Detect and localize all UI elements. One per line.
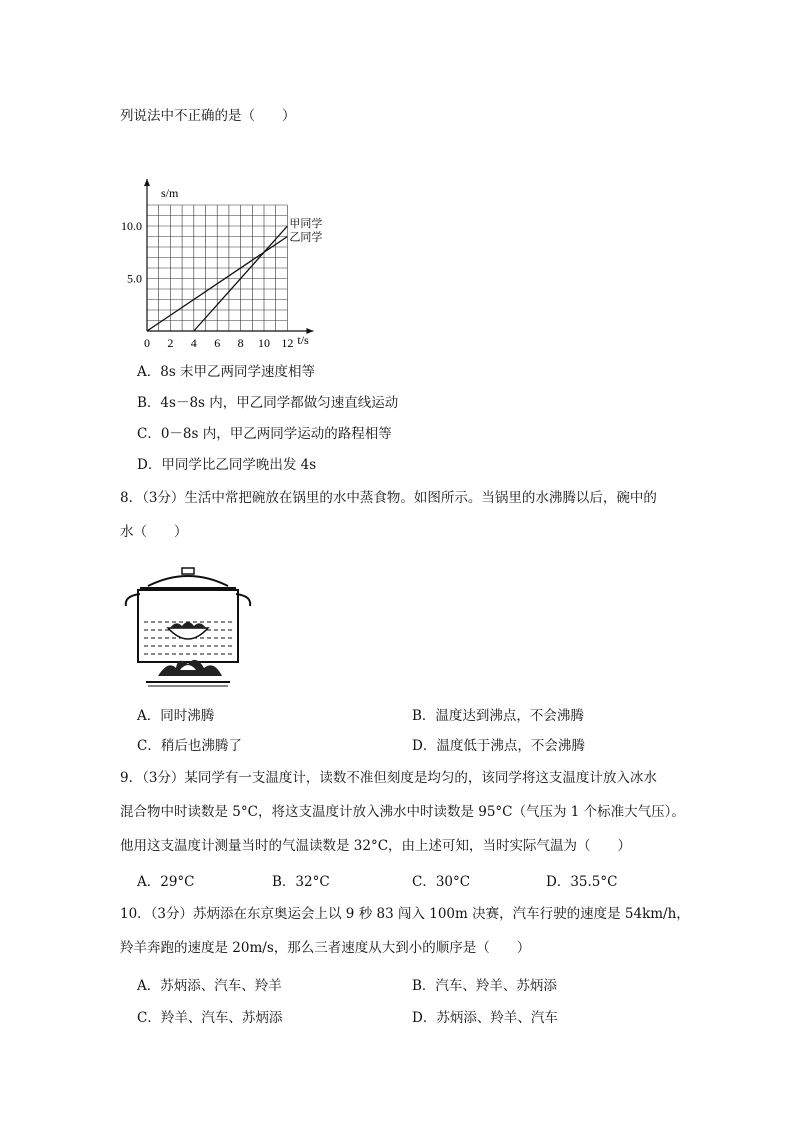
series-label-2: 乙同学 (289, 231, 323, 244)
pot-on-stove-illustration (118, 560, 263, 692)
q7-option-c[interactable]: C．0－8s 内，甲乙两同学运动的路程相等 (137, 426, 392, 442)
series-label-1: 甲同学 (289, 218, 323, 230)
q9-option-d[interactable]: D．35.5°C (546, 874, 618, 890)
x-tick-label: 2 (167, 336, 174, 350)
q9-stem-line-3: 他用这支温度计测量当时的气温读数是 32°C，由上述可知，当时实际气温为（ ） (120, 838, 632, 854)
q8-stem-line-2: 水（ ） (120, 524, 188, 540)
chart-series (147, 217, 322, 331)
q7-option-b[interactable]: B．4s－8s 内，甲乙同学都做匀速直线运动 (137, 395, 399, 411)
q10-option-c[interactable]: C．羚羊、汽车、苏炳添 (137, 1010, 283, 1026)
y-axis-label: s/m (161, 186, 179, 200)
q7-option-d[interactable]: D．甲同学比乙同学晚出发 4s (137, 457, 317, 473)
q10-stem-line-2: 羚羊奔跑的速度是 20m/s，那么三者速度从大到小的顺序是（ ） (120, 940, 531, 956)
q7-stem: 列说法中不正确的是（ ） (120, 108, 296, 124)
x-tick-label: 6 (214, 336, 221, 350)
q10-option-d[interactable]: D．苏炳添、羚羊、汽车 (412, 1010, 558, 1026)
q7-option-a[interactable]: A．8s 末甲乙两同学速度相等 (137, 364, 316, 380)
q8-option-d[interactable]: D．温度低于沸点，不会沸腾 (412, 738, 585, 754)
y-tick-label: 10.0 (121, 219, 142, 233)
q8-option-c[interactable]: C．稍后也沸腾了 (137, 738, 242, 754)
q8-option-b[interactable]: B．温度达到沸点，不会沸腾 (412, 708, 584, 724)
x-tick-label: 12 (281, 336, 294, 350)
y-axis-arrow (144, 179, 150, 186)
x-tick-label: 10 (258, 336, 270, 350)
q9-option-b[interactable]: B．32°C (272, 874, 330, 890)
distance-time-chart (110, 168, 350, 358)
q8-option-a[interactable]: A．同时沸腾 (137, 708, 215, 724)
y-tick-label: 5.0 (127, 271, 142, 286)
q9-option-a[interactable]: A．29°C (137, 874, 195, 890)
q10-option-a[interactable]: A．苏炳添、汽车、羚羊 (137, 978, 282, 994)
q8-stem-line-1: 8．（3分）生活中常把碗放在锅里的水中蒸食物。如图所示。当锅里的水沸腾以后，碗中的 (120, 490, 657, 506)
x-tick-label: 8 (237, 336, 244, 350)
q10-stem-line-1: 10．（3分）苏炳添在东京奥运会上以 9 秒 83 闯入 100m 决赛，汽车行驶的速度是 54km/h， (120, 906, 690, 922)
x-tick-label: 4 (190, 336, 197, 350)
q9-stem-line-2: 混合物中时读数是 5°C，将这支温度计放入沸水中时读数是 95°C（气压为 1 个标准大气压）。 (120, 804, 685, 820)
q9-stem-line-1: 9．（3分）某同学有一支温度计，读数不准但刻度是均匀的，该同学将这支温度计放入冰水 (120, 770, 657, 786)
q9-option-c[interactable]: C．30°C (412, 874, 471, 890)
x-tick-label: 0 (144, 336, 150, 350)
chart-grid (147, 205, 287, 331)
x-axis-label: t/s (297, 333, 309, 347)
q10-option-b[interactable]: B．汽车、羚羊、苏炳添 (412, 978, 557, 994)
